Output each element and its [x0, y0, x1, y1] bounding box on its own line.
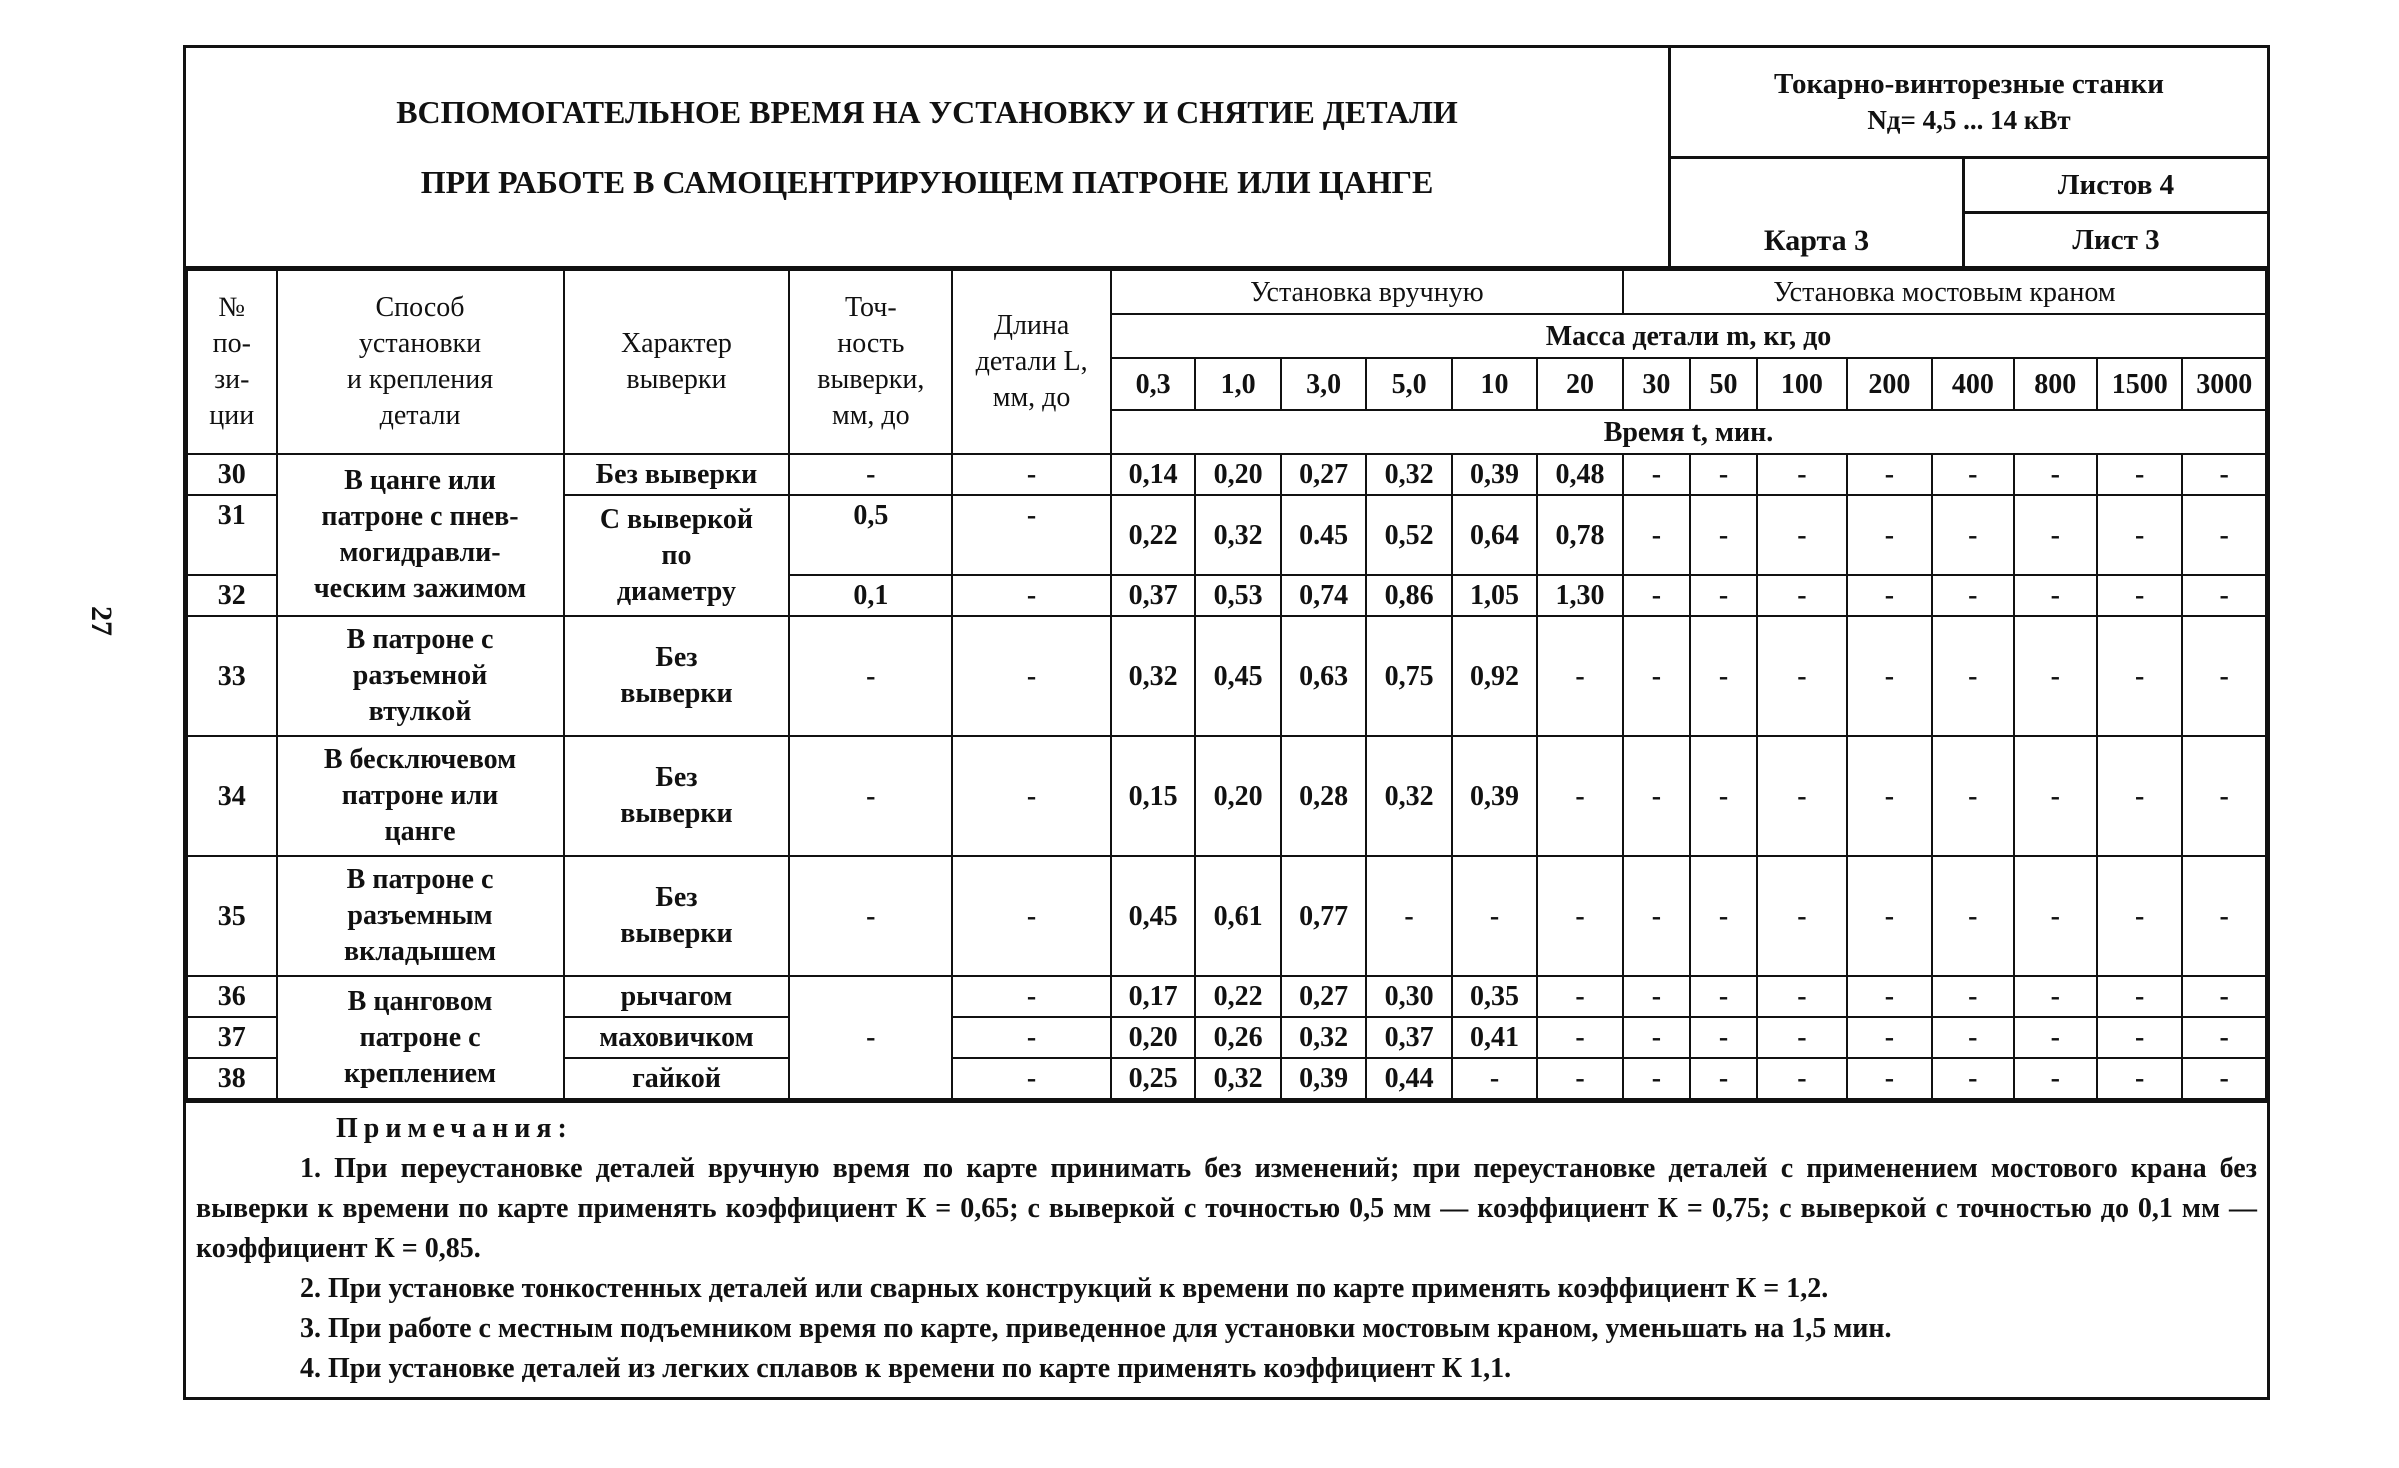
accuracy-cell: 0,1	[789, 575, 952, 616]
time-value-cell: -	[1690, 495, 1757, 575]
sheet-number: Лист 3	[2072, 223, 2160, 256]
mass-value-cell: 5,0	[1366, 358, 1451, 410]
notes-title: Примечания:	[336, 1113, 573, 1144]
time-value-cell: -	[1623, 976, 1690, 1017]
col-length: Длина детали L, мм, до	[952, 270, 1111, 454]
machine-type	[1671, 48, 2267, 159]
time-value-cell: -	[1690, 1017, 1757, 1058]
time-value-cell: 0,75	[1366, 616, 1451, 736]
time-value-cell: -	[1452, 1058, 1537, 1099]
method-cell: В патроне с разъемной втулкой	[277, 616, 564, 736]
time-value-cell: -	[2097, 1058, 2182, 1099]
time-value-cell: 0,86	[1366, 575, 1451, 616]
col-group-manual: Установка вручную	[1111, 270, 1623, 314]
mass-value-cell: 800	[2014, 358, 2097, 410]
position-cell: 38	[187, 1058, 277, 1099]
alignment-cell: С выверкой по диаметру	[564, 495, 790, 616]
accuracy-cell: -	[789, 736, 952, 856]
mass-value-cell: 100	[1757, 358, 1847, 410]
time-value-cell: -	[1623, 616, 1690, 736]
time-value-cell: 0,25	[1111, 1058, 1195, 1099]
mass-value-cell: 1500	[2097, 358, 2182, 410]
mass-value-cell: 200	[1847, 358, 1932, 410]
time-value-cell: -	[1932, 736, 2013, 856]
note-item: 4. При установке деталей из легких сплавов к времени по карте применять коэффициент К 1,1.	[300, 1353, 1512, 1384]
alignment-cell: Без выверки	[564, 736, 790, 856]
col-position: № по- зи- ции	[187, 270, 277, 454]
time-value-cell: 0,26	[1195, 1017, 1280, 1058]
time-value-cell: 0,27	[1281, 976, 1366, 1017]
time-value-cell: -	[2014, 1058, 2097, 1099]
sheet-info	[1965, 159, 2267, 266]
mass-value-cell: 400	[1932, 358, 2013, 410]
time-value-cell: -	[1623, 454, 1690, 495]
time-value-cell: -	[2182, 856, 2266, 976]
table-row	[187, 856, 2266, 976]
length-cell: -	[952, 736, 1111, 856]
time-value-cell: 0,28	[1281, 736, 1366, 856]
method-cell: В цанговом патроне с креплением	[277, 976, 564, 1099]
mass-value-cell: 50	[1690, 358, 1757, 410]
time-value-cell: -	[1690, 736, 1757, 856]
position-cell: 32	[187, 575, 277, 616]
alignment-cell: маховичком	[564, 1017, 790, 1058]
time-value-cell: -	[1690, 976, 1757, 1017]
time-value-cell: 0,22	[1111, 495, 1195, 575]
time-value-cell: 1,05	[1452, 575, 1537, 616]
mass-value-cell: 3,0	[1281, 358, 1366, 410]
time-value-cell: 0,48	[1537, 454, 1623, 495]
card-title	[186, 48, 1671, 266]
time-value-cell: 0,78	[1537, 495, 1623, 575]
mass-value-cell: 10	[1452, 358, 1537, 410]
time-value-cell: 0,64	[1452, 495, 1537, 575]
mass-value-cell: 0,3	[1111, 358, 1195, 410]
time-value-cell: -	[1537, 1017, 1623, 1058]
time-value-cell: 0,27	[1281, 454, 1366, 495]
time-value-cell: -	[1932, 616, 2013, 736]
time-value-cell: -	[2014, 575, 2097, 616]
alignment-cell: Без выверки	[564, 616, 790, 736]
time-value-cell: -	[1623, 856, 1690, 976]
time-value-cell: -	[2014, 616, 2097, 736]
time-value-cell: -	[1757, 454, 1847, 495]
time-value-cell: 0,22	[1195, 976, 1280, 1017]
accuracy-cell: -	[789, 856, 952, 976]
time-value-cell: 0,20	[1195, 454, 1280, 495]
time-value-cell: -	[2182, 575, 2266, 616]
time-value-cell: 0,39	[1452, 736, 1537, 856]
mass-header: Масса детали m, кг, до	[1111, 314, 2266, 358]
time-value-cell: 0,37	[1111, 575, 1195, 616]
time-header: Время t, мин.	[1111, 410, 2266, 454]
method-cell: В бесключевом патроне или цанге	[277, 736, 564, 856]
time-value-cell: 0,63	[1281, 616, 1366, 736]
alignment-cell: Без выверки	[564, 856, 790, 976]
time-value-cell: -	[2014, 1017, 2097, 1058]
table-row	[187, 616, 2266, 736]
time-value-cell: -	[1623, 1058, 1690, 1099]
time-value-cell: -	[1847, 1017, 1932, 1058]
time-value-cell: -	[1932, 454, 2013, 495]
position-cell: 33	[187, 616, 277, 736]
time-value-cell: -	[1847, 495, 1932, 575]
note-item: 2. При установке тонкостенных деталей или сварных конструкций к времени по карте применять коэффициент К = 1,2.	[300, 1273, 1829, 1304]
card-meta	[1671, 48, 2267, 266]
time-value-cell: -	[2097, 454, 2182, 495]
time-value-cell: -	[2097, 495, 2182, 575]
length-cell: -	[952, 575, 1111, 616]
time-value-cell: -	[1847, 976, 1932, 1017]
mass-value-cell: 20	[1537, 358, 1623, 410]
alignment-cell: рычагом	[564, 976, 790, 1017]
time-value-cell: -	[1690, 575, 1757, 616]
time-value-cell: -	[1932, 856, 2013, 976]
method-cell: В патроне с разъемным вкладышем	[277, 856, 564, 976]
notes-section	[186, 1100, 2267, 1397]
time-value-cell: -	[1690, 616, 1757, 736]
time-value-cell: -	[1757, 736, 1847, 856]
time-value-cell: 0,52	[1366, 495, 1451, 575]
time-value-cell: 0,77	[1281, 856, 1366, 976]
time-value-cell: 0,74	[1281, 575, 1366, 616]
length-cell: -	[952, 856, 1111, 976]
time-value-cell: -	[2014, 856, 2097, 976]
time-value-cell: 0,32	[1195, 1058, 1280, 1099]
mass-value-cell: 1,0	[1195, 358, 1280, 410]
time-value-cell: -	[2182, 1058, 2266, 1099]
time-value-cell: -	[1537, 1058, 1623, 1099]
time-value-cell: -	[1847, 616, 1932, 736]
time-value-cell: -	[2097, 616, 2182, 736]
col-method: Способ установки и крепления детали	[277, 270, 564, 454]
time-value-cell: -	[2014, 976, 2097, 1017]
mass-value-cell: 3000	[2182, 358, 2266, 410]
table-row	[187, 454, 2266, 495]
page-number: 27	[85, 606, 118, 636]
time-value-cell: -	[2182, 616, 2266, 736]
time-value-cell: 0,30	[1366, 976, 1451, 1017]
card-number: Карта 3	[1671, 159, 1965, 266]
time-value-cell: 0,53	[1195, 575, 1280, 616]
time-value-cell: -	[1690, 856, 1757, 976]
time-value-cell: -	[2182, 1017, 2266, 1058]
col-group-crane: Установка мостовым краном	[1623, 270, 2266, 314]
card-header	[186, 48, 2267, 269]
time-value-cell: -	[1757, 1058, 1847, 1099]
time-value-cell: -	[1366, 856, 1451, 976]
time-value-cell: -	[1757, 976, 1847, 1017]
time-value-cell: -	[1847, 454, 1932, 495]
length-cell: -	[952, 454, 1111, 495]
time-value-cell: -	[1537, 616, 1623, 736]
time-value-cell: 0,32	[1195, 495, 1280, 575]
alignment-cell: Без выверки	[564, 454, 790, 495]
accuracy-cell: -	[789, 976, 952, 1099]
time-value-cell: -	[1757, 495, 1847, 575]
position-cell: 30	[187, 454, 277, 495]
time-value-cell: -	[2014, 495, 2097, 575]
card-title-line2: ПРИ РАБОТЕ В САМОЦЕНТРИРУЮЩЕМ ПАТРОНЕ ИЛИ ЦАНГЕ	[420, 164, 1434, 200]
accuracy-cell: 0,5	[789, 495, 952, 575]
machine-type-name: Токарно-винторезные станки	[1774, 68, 2164, 100]
time-value-cell: -	[2182, 495, 2266, 575]
time-value-cell: -	[1690, 454, 1757, 495]
time-value-cell: 0,32	[1366, 454, 1451, 495]
table-row	[187, 976, 2266, 1017]
length-cell: -	[952, 495, 1111, 575]
machine-power: Nд= 4,5 ... 14 кВт	[1867, 105, 2071, 135]
table-row	[187, 736, 2266, 856]
method-cell: В цанге или патроне с пнев- могидравли- ческим зажимом	[277, 454, 564, 616]
time-value-cell: -	[1932, 1058, 2013, 1099]
card-title-line1: ВСПОМОГАТЕЛЬНОЕ ВРЕМЯ НА УСТАНОВКУ И СНЯТИЕ ДЕТАЛИ	[396, 94, 1458, 130]
time-value-cell: 0,15	[1111, 736, 1195, 856]
time-value-cell: -	[1757, 575, 1847, 616]
time-table	[186, 269, 2267, 1100]
time-value-cell: -	[1690, 1058, 1757, 1099]
length-cell: -	[952, 976, 1111, 1017]
time-value-cell: -	[2182, 454, 2266, 495]
time-value-cell: -	[1847, 575, 1932, 616]
time-value-cell: -	[2182, 736, 2266, 856]
time-value-cell: -	[1757, 1017, 1847, 1058]
time-value-cell: 0,39	[1281, 1058, 1366, 1099]
time-value-cell: 0,45	[1111, 856, 1195, 976]
time-value-cell: 0,32	[1366, 736, 1451, 856]
time-value-cell: -	[1847, 736, 1932, 856]
card-info	[1671, 159, 2267, 266]
note-item: 1. При переустановке деталей вручную время по карте принимать без изменений; при переустановке деталей с применением мостового крана без выверки к времени по карте применять коэффициент К = 0,65; с выверкой с точностью 0,5 мм — коэффициент К = 0,75; с выверкой с точностью до 0,1 мм — коэффициент К = 0,85.	[196, 1153, 2257, 1264]
position-cell: 36	[187, 976, 277, 1017]
time-value-cell: 0,92	[1452, 616, 1537, 736]
time-value-cell: -	[1932, 1017, 2013, 1058]
length-cell: -	[952, 616, 1111, 736]
time-value-cell: -	[1537, 976, 1623, 1017]
accuracy-cell: -	[789, 616, 952, 736]
time-value-cell: -	[1623, 736, 1690, 856]
time-value-cell: -	[1537, 736, 1623, 856]
time-value-cell: 1,30	[1537, 575, 1623, 616]
time-value-cell: 0,32	[1111, 616, 1195, 736]
time-value-cell: 0,14	[1111, 454, 1195, 495]
time-value-cell: -	[1537, 856, 1623, 976]
col-accuracy: Точ- ность выверки, мм, до	[789, 270, 952, 454]
alignment-cell: гайкой	[564, 1058, 790, 1099]
time-value-cell: -	[2097, 976, 2182, 1017]
time-value-cell: 0,45	[1195, 616, 1280, 736]
time-value-cell: 0,20	[1195, 736, 1280, 856]
time-value-cell: -	[2097, 575, 2182, 616]
time-value-cell: 0.45	[1281, 495, 1366, 575]
time-value-cell: -	[1623, 495, 1690, 575]
time-value-cell: -	[1452, 856, 1537, 976]
time-value-cell: -	[1847, 1058, 1932, 1099]
time-value-cell: -	[1757, 616, 1847, 736]
time-value-cell: 0,41	[1452, 1017, 1537, 1058]
time-value-cell: 0,17	[1111, 976, 1195, 1017]
time-value-cell: -	[1847, 856, 1932, 976]
time-value-cell: -	[1623, 575, 1690, 616]
time-value-cell: -	[1932, 976, 2013, 1017]
accuracy-cell: -	[789, 454, 952, 495]
sheets-total: Листов 4	[1965, 159, 2267, 214]
time-value-cell: 0,32	[1281, 1017, 1366, 1058]
col-alignment: Характер выверки	[564, 270, 790, 454]
time-value-cell: 0,35	[1452, 976, 1537, 1017]
time-value-cell: -	[2097, 856, 2182, 976]
time-value-cell: -	[2014, 454, 2097, 495]
time-value-cell: 0,61	[1195, 856, 1280, 976]
time-value-cell: 0,44	[1366, 1058, 1451, 1099]
position-cell: 34	[187, 736, 277, 856]
time-value-cell: -	[2097, 736, 2182, 856]
length-cell: -	[952, 1058, 1111, 1099]
time-value-cell: -	[2182, 976, 2266, 1017]
time-value-cell: 0,39	[1452, 454, 1537, 495]
time-value-cell: -	[2014, 736, 2097, 856]
length-cell: -	[952, 1017, 1111, 1058]
document-sheet	[183, 45, 2270, 1400]
time-value-cell: -	[1623, 1017, 1690, 1058]
position-cell: 31	[187, 495, 277, 575]
time-value-cell: -	[1757, 856, 1847, 976]
time-value-cell: 0,20	[1111, 1017, 1195, 1058]
time-value-cell: -	[2097, 1017, 2182, 1058]
time-value-cell: -	[1932, 495, 2013, 575]
position-cell: 37	[187, 1017, 277, 1058]
mass-value-cell: 30	[1623, 358, 1690, 410]
position-cell: 35	[187, 856, 277, 976]
time-value-cell: -	[1932, 575, 2013, 616]
note-item: 3. При работе с местным подъемником время по карте, приведенное для установки мостовым краном, уменьшать на 1,5 мин.	[300, 1313, 1892, 1344]
time-value-cell: 0,37	[1366, 1017, 1451, 1058]
